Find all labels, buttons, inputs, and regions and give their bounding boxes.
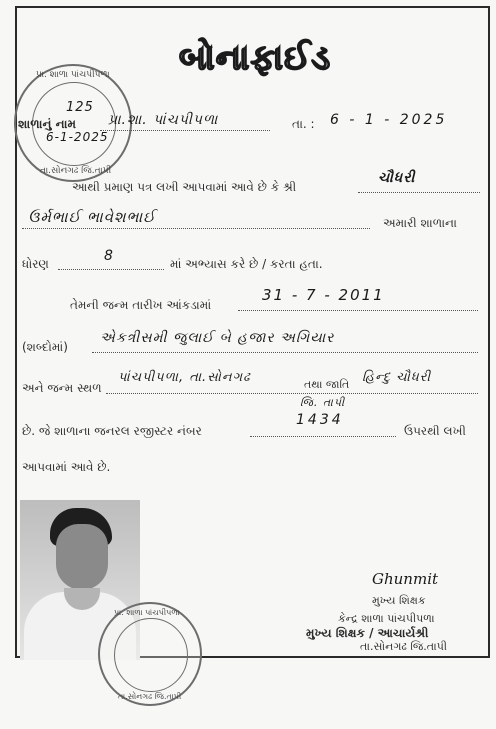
register-value: 1434 xyxy=(296,412,344,428)
birthplace-dots xyxy=(106,393,478,394)
signature-role-line: મુખ્ય શિક્ષક xyxy=(372,594,426,607)
outward-date: 6-1-2025 xyxy=(46,130,109,144)
school-stamp-bottom xyxy=(98,602,202,706)
register-suffix-text: ઉપરથી લખી xyxy=(404,424,466,438)
outward-number: 125 xyxy=(66,100,94,115)
dob-words-value: એકત્રીસમી જુલાઈ બે હજાર અગિયાર xyxy=(100,330,335,346)
school-name-label: શાળાનું નામ xyxy=(18,117,76,131)
register-label: છે. જે શાળાના જનરલ રજીસ્ટર નંબર xyxy=(22,424,202,438)
certificate-title: બોનાફાઈડ xyxy=(179,38,331,78)
school-stamp-bottom-inner-ring xyxy=(114,618,188,692)
closing-text: આપવામાં આવે છે. xyxy=(22,460,111,474)
school-suffix-text: અમારી શાળાના xyxy=(383,216,457,230)
grade-label: ધોરણ xyxy=(22,257,49,271)
caste-value: હિન્દુ ચૌધરી xyxy=(362,370,432,385)
birthplace-label: અને જન્મ સ્થળ xyxy=(22,381,102,395)
words-label: (શબ્દોમાં) xyxy=(22,340,68,354)
signature-stamp-line3: તા.સોનગઢ જિ.તાપી xyxy=(360,640,447,653)
school-stamp-bottom-text: તા.સોનગઢ જિ.તાપી xyxy=(40,166,112,176)
headmaster-signature: Ghunmit xyxy=(372,570,439,588)
birthplace-value: પાંચપીપળા, તા.સોનગઢ xyxy=(118,370,251,385)
date-label: તા. : xyxy=(292,117,315,131)
student-name-value: ઉર્મભાઈ ભાવેશભાઈ xyxy=(28,208,156,226)
dob-words-dots xyxy=(92,352,478,353)
dob-dots xyxy=(238,310,478,311)
signature-stamp-line2: મુખ્ય શિક્ષક / આચાર્યશ્રી xyxy=(306,626,429,640)
school-name-dots xyxy=(100,130,270,131)
student-name-dots xyxy=(22,228,370,229)
surname-dots xyxy=(358,192,480,193)
intro-text: આથી પ્રમાણ પત્ર લખી આપવામાં આવે છે કે શ્રી xyxy=(72,180,297,194)
school-stamp-bottom-outer-text: પ્રા. શાળા પાંચપીપળા xyxy=(114,608,180,617)
district-note: જિ. તાપી xyxy=(300,396,346,409)
school-name-value: પ્રા.શા. પાંચપીપળા xyxy=(108,112,219,128)
grade-suffix-text: માં અભ્યાસ કરે છે / કરતા હતા. xyxy=(170,257,323,271)
dob-value: 31 - 7 - 2011 xyxy=(262,286,385,304)
caste-label: તથા જાતિ xyxy=(304,378,350,391)
date-value: 6 - 1 - 2025 xyxy=(330,112,448,128)
surname-value: ચૌધરી xyxy=(378,170,416,186)
school-stamp-bottom-lower-text: તા.સોનગઢ જિ.તાપી xyxy=(118,692,182,701)
grade-value: 8 xyxy=(104,248,114,264)
signature-stamp-line1: કેન્દ્ર શાળા પાંચપીપળા xyxy=(338,612,435,625)
school-stamp-outer-text: પ્રા. શાળા પાંચપીપળા xyxy=(36,70,110,80)
register-dots xyxy=(250,436,396,437)
dob-label: તેમની જન્મ તારીખ આંકડામાં xyxy=(70,298,212,312)
grade-dots xyxy=(58,269,164,270)
